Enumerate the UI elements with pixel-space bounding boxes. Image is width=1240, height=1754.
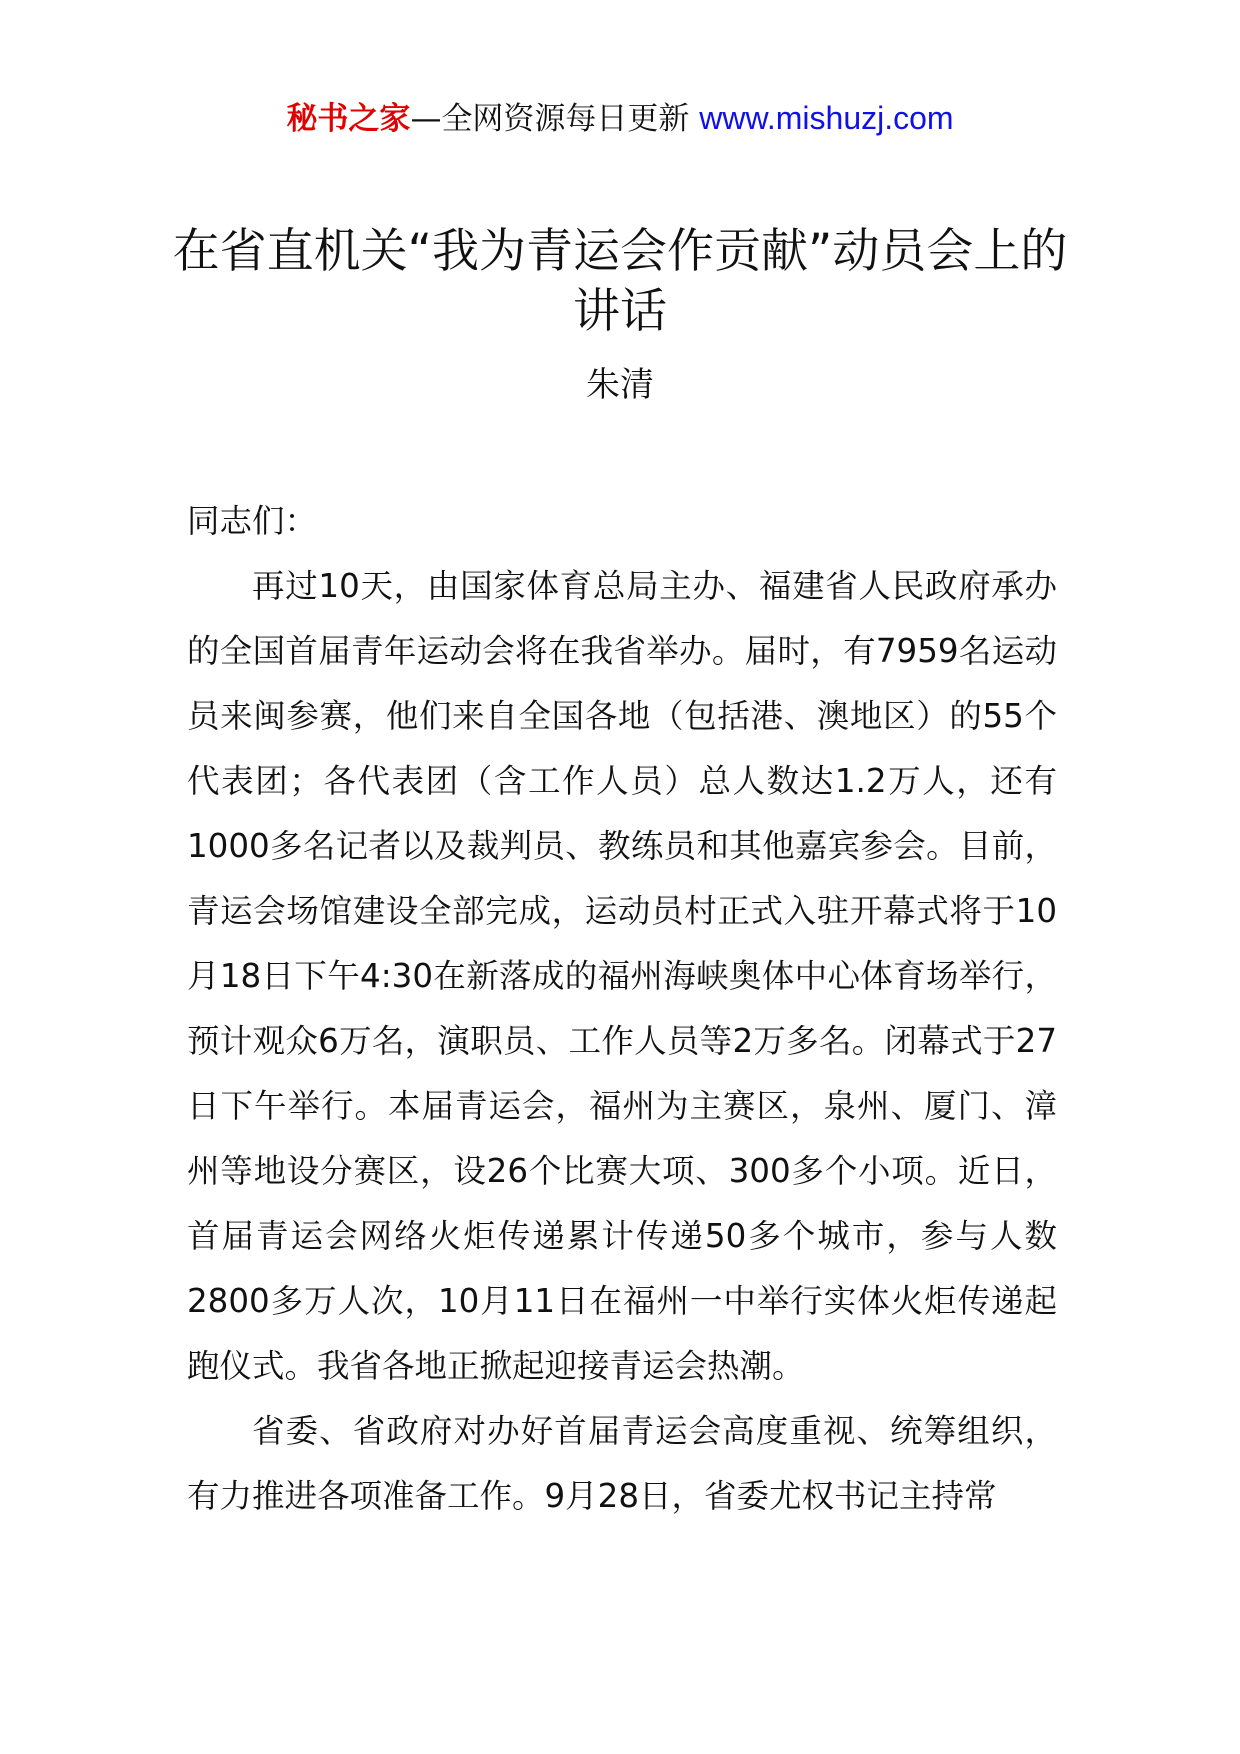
salutation: 同志们： [187, 502, 318, 540]
document-title: 在省直机关“我为青运会作贡献”动员会上的讲话 [172, 224, 1068, 339]
site-url-link[interactable]: www.mishuzj.com [699, 100, 954, 136]
header-slogan: —全网资源每日更新 [410, 101, 700, 137]
document-author: 朱清 [586, 365, 654, 405]
document-body [187, 489, 1057, 1529]
brand-name: 秘书之家 [286, 101, 411, 137]
paragraph-1: 再过10天，由国家体育总局主办、福建省人民政府承办的全国首届青年运动会将在我省举办。届时，有7959名运动员来闽参赛，他们来自全国各地（包括港、澳地区）的55个代表团；各代表团（含工作人员）总人数达1.2万人，还有1000多名记者以及裁判员、教练员和其他嘉宾参会。目前，青运会场馆建设全部完成，运动员村正式入驻开幕式将于10月18日下午4:30在新落成的福州海峡奥体中心体育场举行，预计观众6万名，演职员、工作人员等2万多名。闭幕式于27日下午举行。本届青运会，福州为主赛区，泉州、厦门、漳州等地设分赛区，设26个比赛大项、300多个小项。近日，首届青运会网络火炬传递累计传递50多个城市，参与人数2800多万人次，10月11日在福州一中举行实体火炬传递起跑仪式。我省各地正掀起迎接青运会热潮。 [187, 567, 1057, 1385]
site-header [0, 98, 1240, 139]
paragraph-2: 省委、省政府对办好首届青运会高度重视、统筹组织，有力推进各项准备工作。9月28日，省委尤权书记主持常 [187, 1412, 1057, 1515]
